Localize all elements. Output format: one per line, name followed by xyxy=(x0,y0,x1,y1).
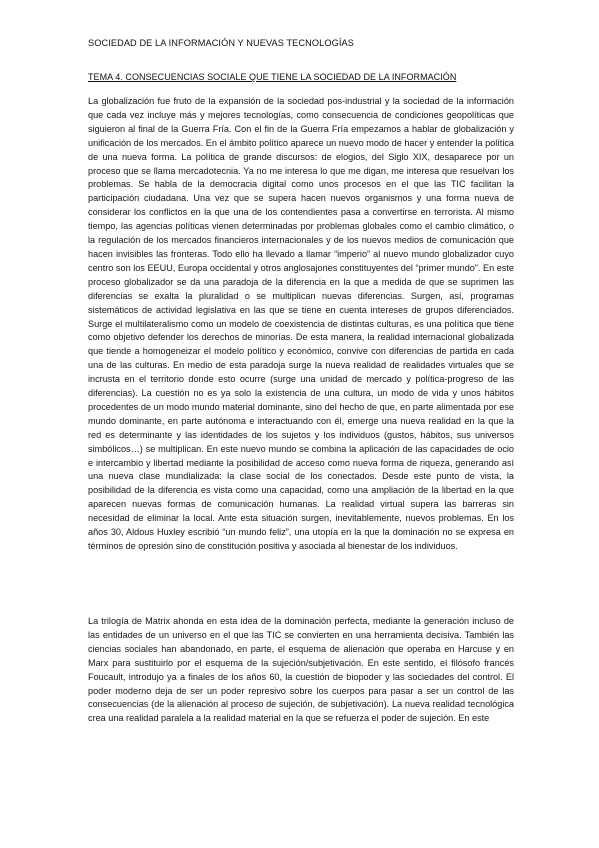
body-paragraph: La globalización fue fruto de la expansión de la sociedad pos-industrial y la sociedad de la información que cada vez incluye más y mejores tecnologías, como consecuencia de condiciones geopolíticas que siguieron al final de la Guerra Fría. Con el fin de la Guerra Fría empezamos a hablar de globalización y unificación de los mercados. En el ámbito político aparece un nuevo modo de hacer y entender la política de una nueva forma. La política de grande discursos: de elogios, del Siglo XIX, desaparece por un proceso que se llama mercadotecnia. Ya no me interesa lo que me digan, me interesa que resuelvan los problemas. Se habla de la democracia digital como unos procesos en el que las TIC facilitan la participación ciudadana. Una vez que se supera hacen nuevos organismos y una forma nueva de considerar los conflictos en la que una de los contendientes pasa a convertirse en terrorista. Al mismo tiempo, las agencias políticas vienen determinadas por problemas globales como el cambio climático, o la regulación de los mercados financieros internacionales y de los nuevos medios de comunicación que hacen invisibles las fronteras. Todo ello ha llevado a llamar “imperio” al nuevo mundo globalizador cuyo centro son los EEUU, Europa occidental y otros anglosajones constituyentes del “primer mundo”. En este proceso globalizador se da una paradoja de la diferencia en la que a medida de que se suprimen las diferencias se exalta la pluralidad o se multiplican nuevas diferencias. Surgen, así, programas sistemáticos de actividad legislativa en las que se tiene en cuenta intereses de grupos diferenciados. Surge el multilateralismo como un modelo de coexistencia de distintas culturas, es una política que tiene como objetivo defender los derechos de minorías. De esta manera, la realidad internacional globalizada que tiende a homogeneizar el modelo político y económico, convive con diferencias de partida en cada una de las culturas. En medio de esta paradoja surge la nueva realidad de realidades virtuales que se incrusta en el territorio donde esto ocurre (surge una unidad de mercado y política-progreso de las diferencias). La cuestión no es ya solo la existencia de una cultura, un modo de vida y unos hábitos procedentes de un modo mundo material dominante, sino del hecho de que, en parte alimentada por ese mundo dominante, en parte autónoma e interactuando con él, emerge una nueva realidad en la que la red es determinante y las identidades de los sujetos y los individuos (gustos, hábitos, sus universos simbólicos…) se multiplican. En este nuevo mundo se combina la aplicación de las capacidades de ocio e intercambio y libertad mediante la posibilidad de acceso como nueva forma de riqueza, generando así una nueva clase mundializada: la clase social de los conectados. Desde este punto de vista, la posibilidad de la diferencia es vista como una capacidad, como una ampliación de la libertad en la que aparecen nuevas formas de comunicación humanas. La realidad virtual supera las barreras sin necesidad de eliminar la local. Ante esta situación surgen, inevitablemente, nuevos problemas. En los años 30, Aldous Huxley escribió “un mundo feliz”, una utopía en la que la dominación no se expresa en términos de opresión sino de constitución positiva y asociada al bienestar de los individuos. xyxy=(88,96,514,551)
body-paragraph: La trilogía de Matrix ahonda en esta idea de la dominación perfecta, mediante la generación incluso de las entidades de un universo en el que las TIC se convierten en una herramienta decisiva. También las ciencias sociales han abandonado, en parte, el esquema de alienación que operaba en Harcuse y en Marx para sustituirlo por el esquema de la sujeción/subjetivación. En este sentido, el filósofo francés Foucault, introdujo ya a finales de los años 60, la cuestión de biopoder y las sociedades del control. El poder moderno deja de ser un poder represivo sobre los cuerpos para pasar a ser un control de las consecuencias (de la alienación al proceso de sujeción, de subjetivación). La nueva realidad tecnológica crea una realidad paralela a la realidad material en la que se refuerza el poder de sujeción. En este xyxy=(88,616,514,724)
topic-title: TEMA 4. CONSECUENCIAS SOCIALE QUE TIENE LA SOCIEDAD DE LA INFORMACIÓN xyxy=(88,72,457,82)
running-header: SOCIEDAD DE LA INFORMACIÓN Y NUEVAS TECNOLOGÍAS xyxy=(88,38,354,48)
